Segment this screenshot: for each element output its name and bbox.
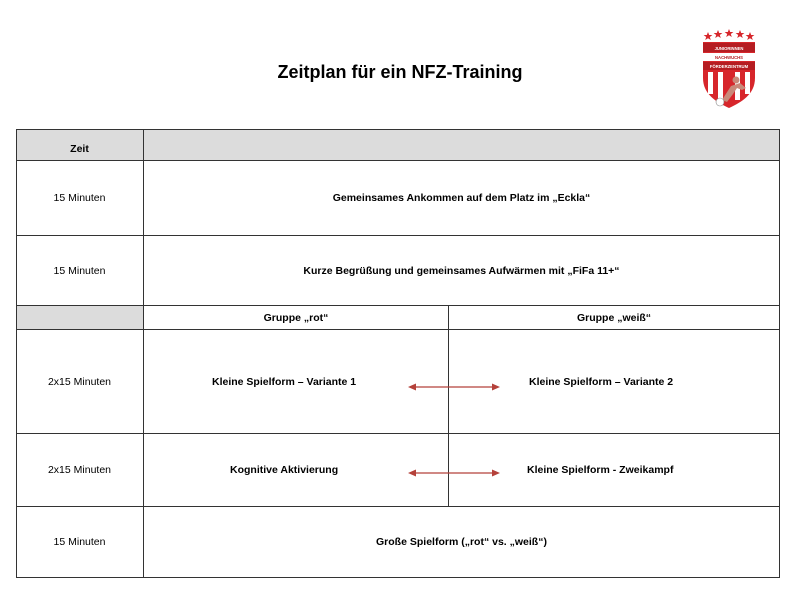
logo-text-top: JUNIORINNEN: [714, 46, 744, 51]
row-1-activity: Gemeinsames Ankommen auf dem Platz im „Eckla“: [144, 161, 780, 236]
split-row-1-right: Kleine Spielform – Variante 2: [449, 330, 780, 434]
page-title: Zeitplan für ein NFZ-Training: [277, 62, 523, 82]
club-crest-logo: [698, 28, 760, 112]
schedule-table: [16, 129, 780, 578]
header-content-cell: [144, 129, 780, 161]
split-row-2-time: 2x15 Minuten: [16, 434, 144, 507]
header-time-label: Zeit: [70, 142, 89, 155]
row-2-activity: Kurze Begrüßung und gemeinsames Aufwärmen mit „FiFa 11+“: [144, 236, 780, 306]
final-row-time: 15 Minuten: [16, 507, 144, 578]
split-row-1-left: Kleine Spielform – Variante 1: [144, 330, 449, 434]
logo-text-bottom: FÖRDERZENTRUM: [709, 64, 749, 69]
split-row-2-right: Kleine Spielform - Zweikampf: [449, 434, 780, 507]
split-row-1-time: 2x15 Minuten: [16, 330, 144, 434]
group-row-time: [16, 306, 144, 330]
row-2-time: 15 Minuten: [16, 236, 144, 306]
double-arrow-icon: [408, 381, 500, 393]
header-time-cell: [16, 129, 144, 161]
group-red-header: Gruppe „rot“: [144, 306, 449, 330]
row-1-time: 15 Minuten: [16, 161, 144, 236]
group-white-header: Gruppe „weiß“: [449, 306, 780, 330]
split-row-2-left: Kognitive Aktivierung: [144, 434, 449, 507]
final-row-activity: Große Spielform („rot“ vs. „weiß“): [144, 507, 780, 578]
double-arrow-icon: [408, 467, 500, 479]
logo-text-middle: NACHWUCHS: [715, 55, 743, 60]
